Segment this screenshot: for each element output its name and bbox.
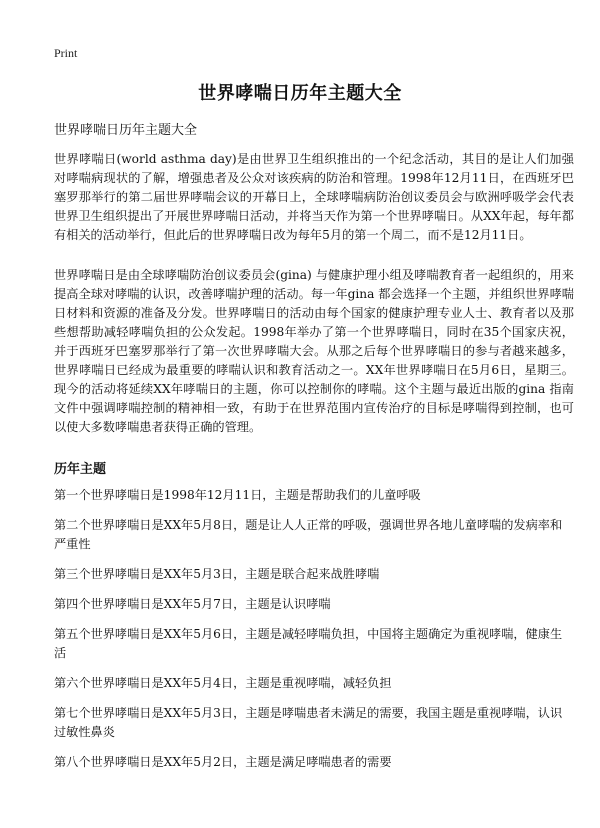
- themes-list: [54, 486, 574, 783]
- intro-paragraph: 世界哮喘日(world asthma day)是由世界卫生组织推出的一个纪念活动，其目的是让人们加强对哮喘病现状的了解，增强患者及公众对该疾病的防治和管理。1998年12月11日，在西班牙巴塞罗那举行的第二届世界哮喘会议的开幕日上，全球哮喘病防治创议委员会与欧洲呼吸学会代表世界卫生组织提出了开展世界哮喘日活动，并将当天作为第一个世界哮喘日。从XX年起，每年都有相关的活动举行，但此后的世界哮喘日改为每年5月的第一个周二，而不是12月11日。: [54, 152, 574, 242]
- theme-item: 第三个世界哮喘日是XX年5月3日，主题是联合起来战胜哮喘: [54, 567, 380, 581]
- theme-item: 第七个世界哮喘日是XX年5月3日，主题是哮喘患者未满足的需要，我国主题是重视哮喘，认识过敏性鼻炎: [54, 706, 563, 739]
- section-heading-themes: 历年主题: [54, 462, 107, 477]
- gina-paragraph: 世界哮喘日是由全球哮喘防治创议委员会(gina) 与健康护理小组及哮喘教育者一起组织的，用来提高全球对哮喘的认识，改善哮喘护理的活动。每一年gina 都会选择一个主题，并组织世界哮喘日材料和资源的准备及分发。世界哮喘日的活动由每个国家的健康护理专业人士、教育者以及那些想帮助减轻哮喘负担的公众发起。1998年举办了第一个世界哮喘日，同时在35个国家庆祝，并于西班牙巴塞罗那举行了第一次世界哮喘大会。从那之后每个世界哮喘日的参与者越来越多，世界哮喘日已经成为最重要的哮喘认识和教育活动之一。XX年世界哮喘日在5月6日，星期三。现今的活动将延续XX年哮喘日的主题，你可以控制你的哮喘。这个主题与最近出版的gina 指南文件中强调哮喘控制的精神相一致，有助于在世界范围内宣传治疗的目标是哮喘得到控制，也可以使大多数哮喘患者获得正确的管理。: [54, 268, 574, 434]
- theme-item: 第二个世界哮喘日是XX年5月8日，题是让人人正常的呼吸，强调世界各地儿童哮喘的发病率和严重性: [54, 518, 563, 551]
- document-subtitle: 世界哮喘日历年主题大全: [54, 123, 198, 138]
- theme-item: 第五个世界哮喘日是XX年5月6日，主题是减轻哮喘负担，中国将主题确定为重视哮喘，健康生活: [54, 627, 563, 660]
- theme-item: 第四个世界哮喘日是XX年5月7日，主题是认识哮喘: [54, 597, 331, 611]
- theme-item: 第一个世界哮喘日是1998年12月11日，主题是帮助我们的儿童呼吸: [54, 488, 421, 502]
- print-link[interactable]: Print: [54, 46, 78, 60]
- page-title: 世界哮喘日历年主题大全: [198, 83, 402, 104]
- theme-item: 第八个世界哮喘日是XX年5月2日，主题是满足哮喘患者的需要: [54, 755, 392, 769]
- theme-item: 第六个世界哮喘日是XX年5月4日，主题是重视哮喘，减轻负担: [54, 676, 392, 690]
